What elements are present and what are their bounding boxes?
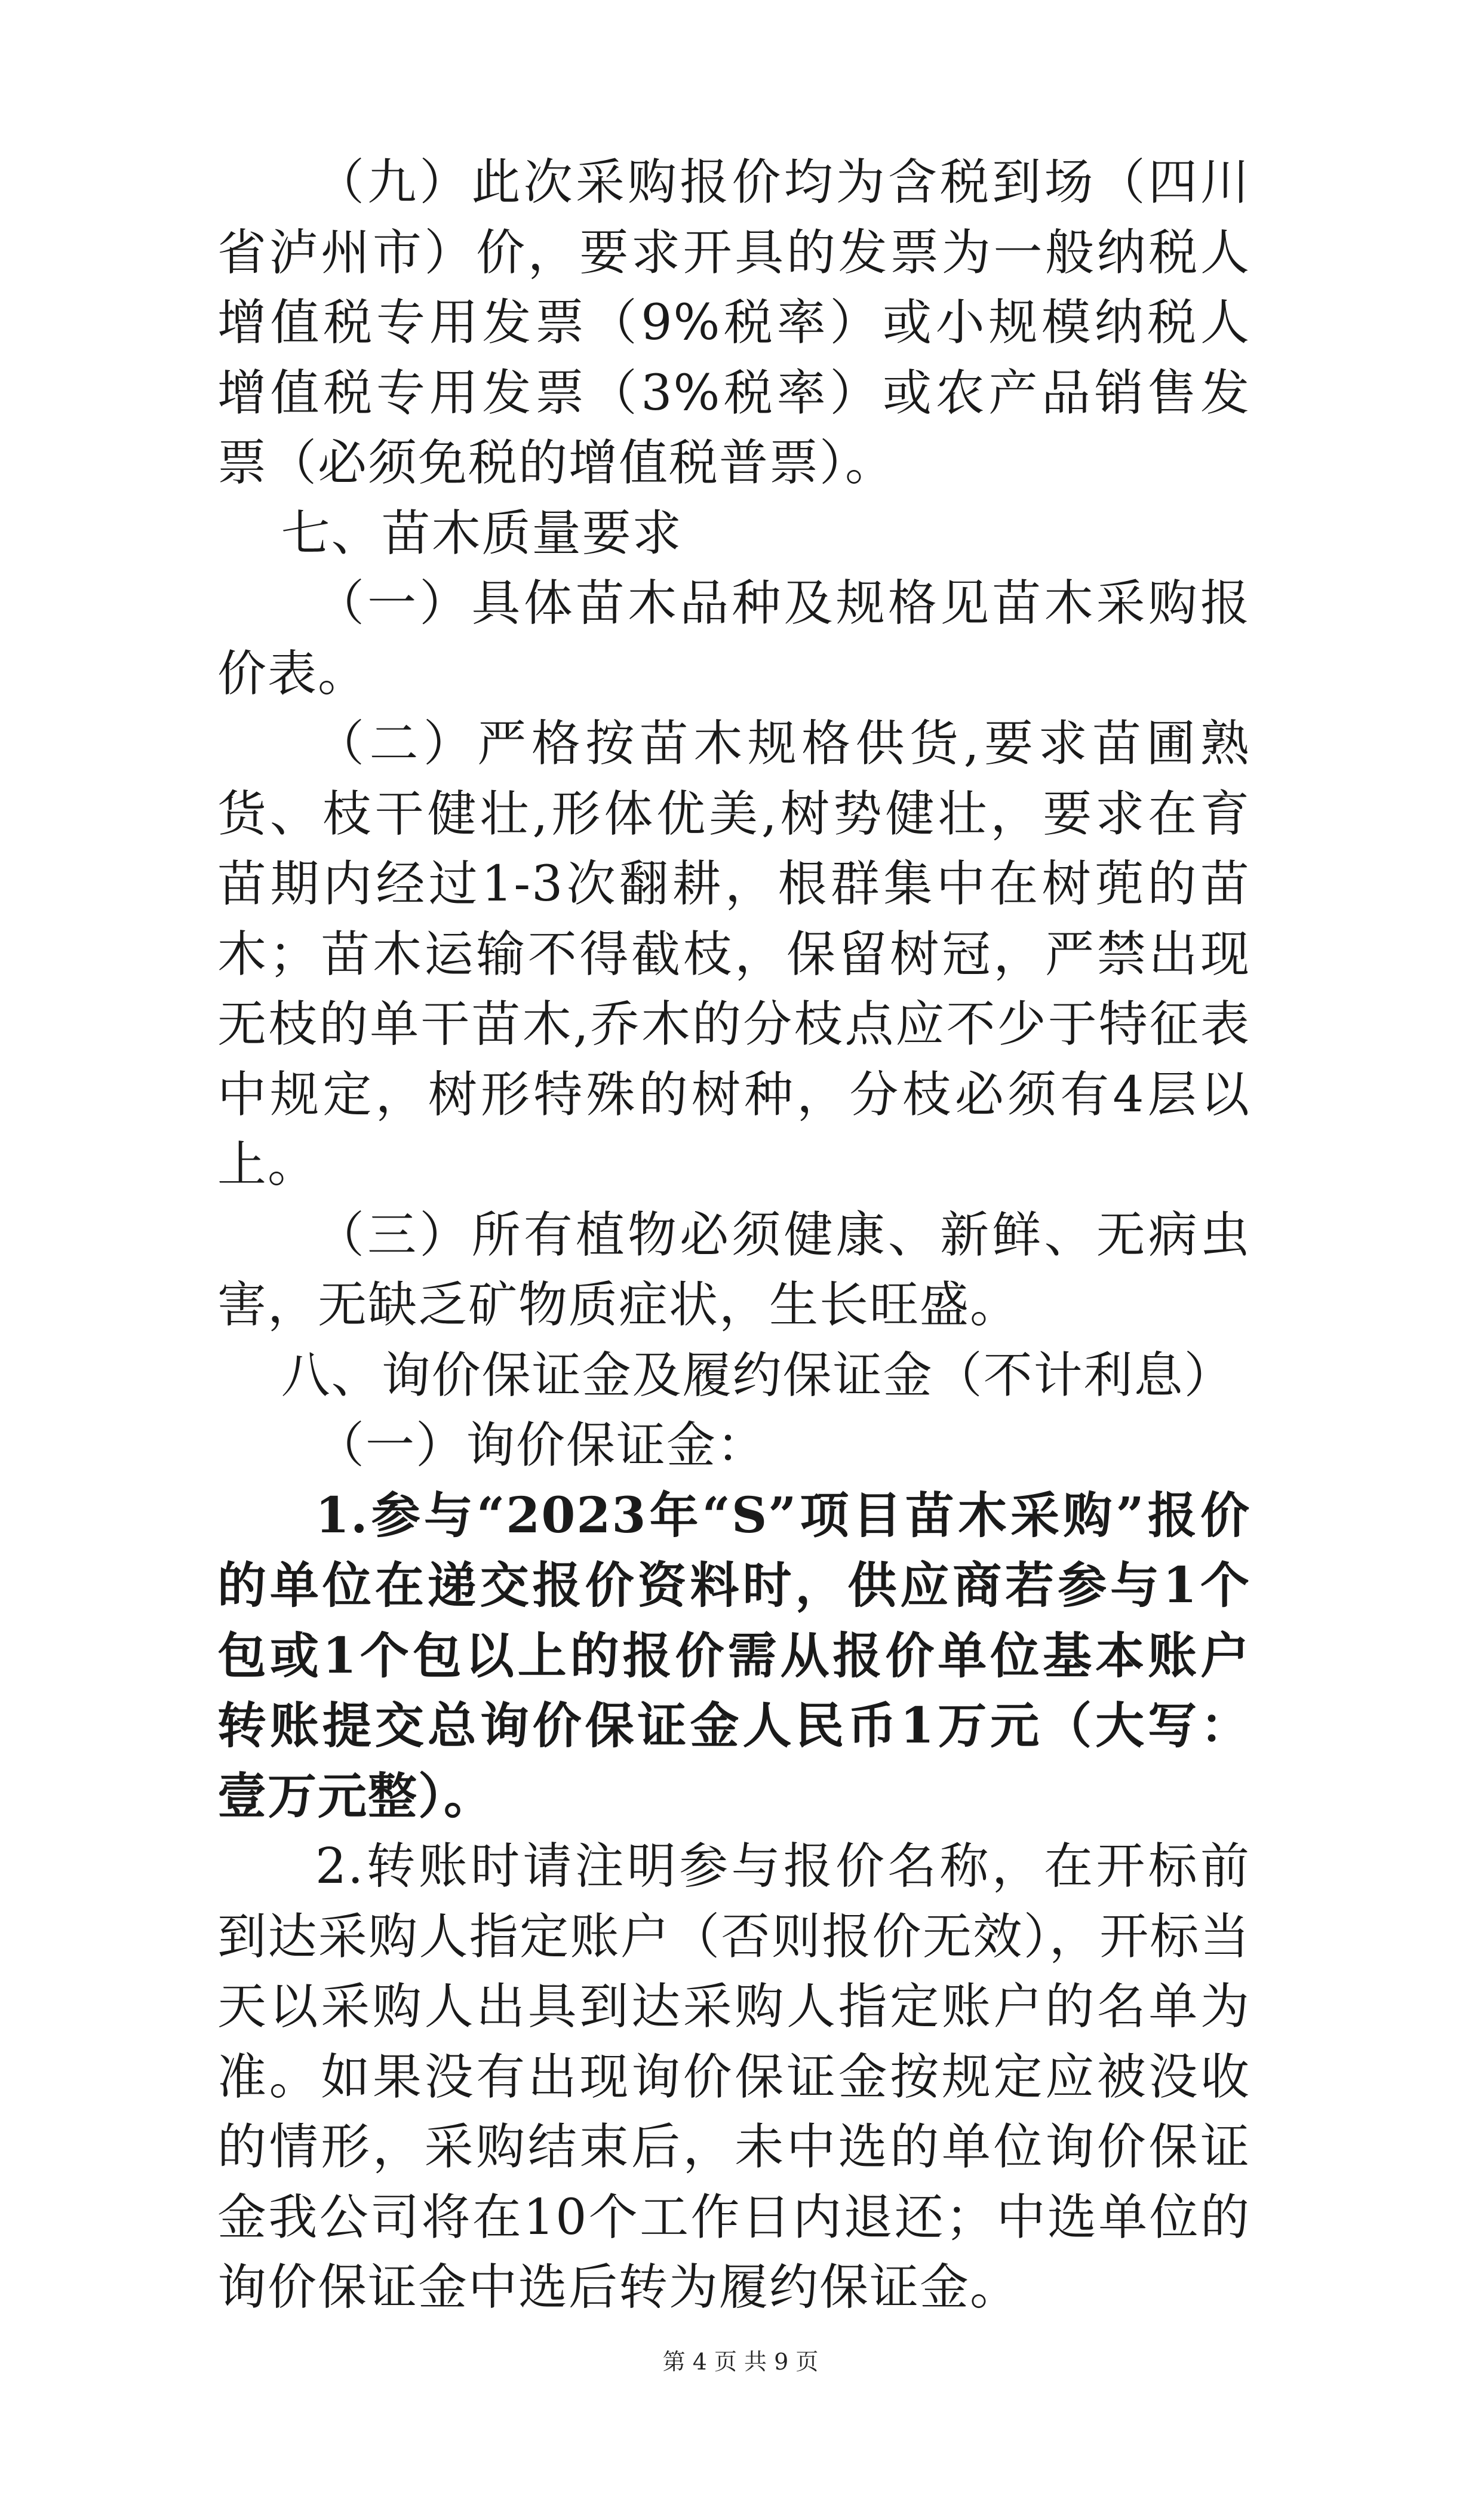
paragraph-quality-2: （二）严格按苗木规格供货,要求苗圃熟货、枝干健壮,形体优美,树势健壮，要求在育苗期内经过1-3次翻耕，根群集中在树蔸的苗木；苗木运输不得截枝，保留树冠，严禁出现无枝的单干苗木,乔木的分枝点应不少于特征表中规定，树形特殊的树种，分枝必须有4层以上。 [217, 715, 1250, 1193]
paragraph-quality-1: （一）具体苗木品种及规格见苗木采购报价表。 [217, 575, 1250, 702]
page-number: 第 4 页 共 9 页 [662, 2348, 819, 2375]
paragraph-deposit-1: 1.参与“2023年“S”项目苗木采购”报价的单位在递交报价资料时，供应商若参与1个包或1个包以上的报价需从报价单位基本账户转账提交总询价保证金人民币1万元（大写：壹万元整）。 [217, 1486, 1250, 1825]
heading-deposit: 八、询价保证金及履约保证金（不计利息） [281, 1347, 1234, 1404]
paragraph-deposit-2: 2.转账时请注明参与报价名称，在开标前到达采购人指定账户（否则报价无效），开标当天以采购人出具到达采购人指定账户的名单为准。如果没有出现询价保证金按规定应被没收的情形，采购结束后，未中选的单位询价保证金我公司将在10个工作日内退还；中选单位的询价保证金中选后转为履约保证金。 [217, 1838, 1250, 2316]
paragraph-tax-invoice: （九）此次采购报价均为含税到场（四川省泸州市）价，要求开具的发票为一般纳税人增值税专用发票（9%税率）或小规模纳税人增值税专用发票（3%税率）或农产品销售发票（必须免税的增值税普票）。 [217, 154, 1250, 491]
document-body [217, 147, 1250, 2323]
paragraph-deposit-title: （一）询价保证金： [315, 1417, 767, 1474]
paragraph-quality-3: （三）所有植物必须健康、新鲜、无病虫害，无缺乏矿物质症状，生长旺盛。 [217, 1206, 1250, 1333]
heading-seedling-quality: 七、苗木质量要求 [281, 505, 683, 562]
